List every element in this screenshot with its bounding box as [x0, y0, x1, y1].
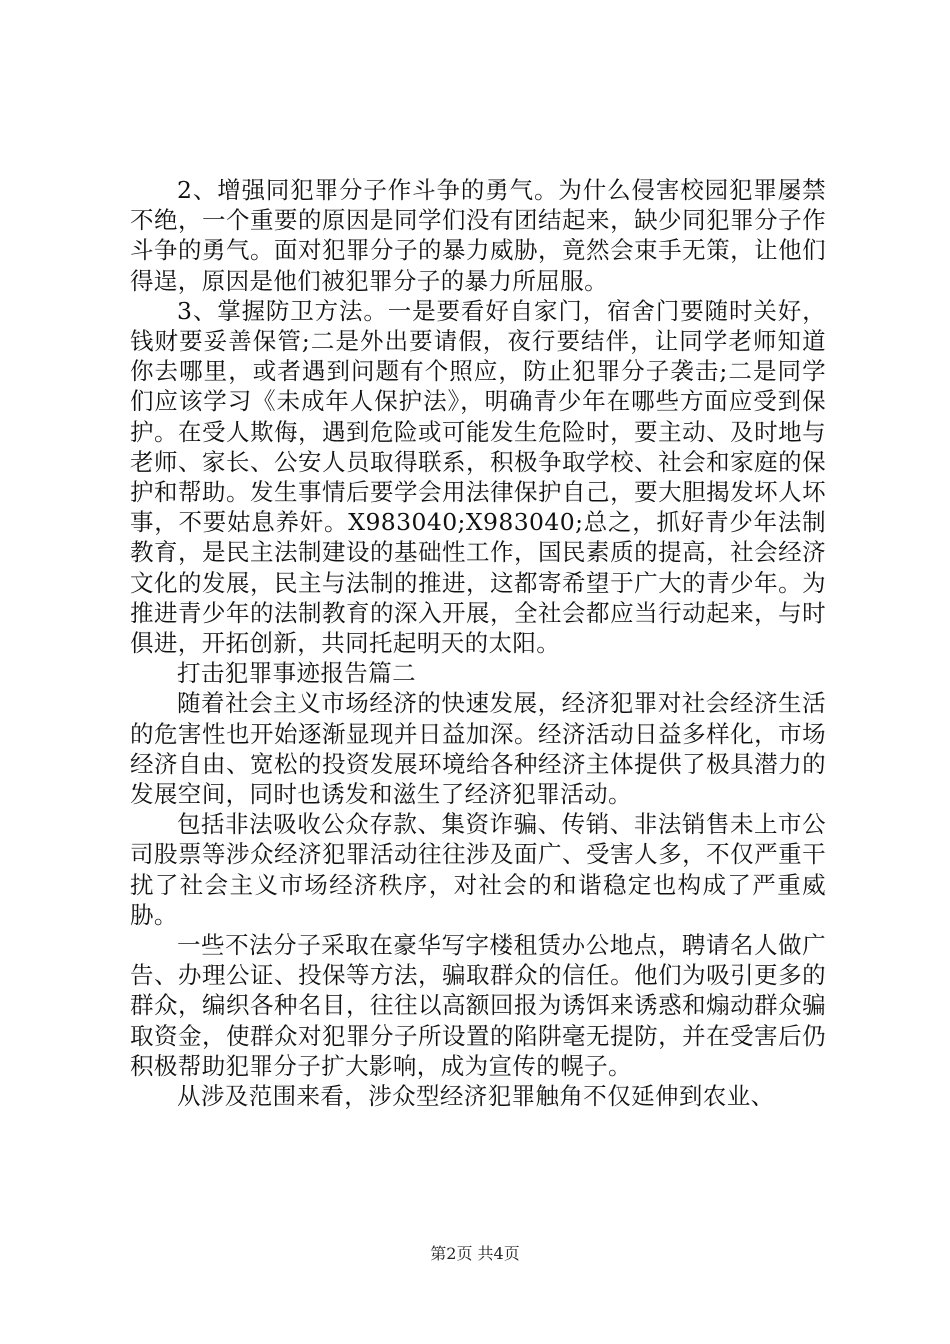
paragraph-defense-methods: 3、掌握防卫方法。一是要看好自家门，宿舍门要随时关好，钱财要妥善保管;二是外出要请假，夜行要结伴，让同学老师知道你去哪里，或者遇到问题有个照应，防止犯罪分子袭击;二是同学们应该学习《未成年人保护法》，明确青少年在哪些方面应受到保护。在受人欺侮，遇到危险或可能发生危险时，要主动、及时地与老师、家长、公安人员取得联系，积极争取学校、社会和家庭的保护和帮助。发生事情后要学会用法律保护自己，要大胆揭发坏人坏事，不要姑息养奸。X983040;X983040;总之，抓好青少年法制教育，是民主法制建设的基础性工作，国民素质的提高，社会经济文化的发展，民主与法制的推进，这都寄希望于广大的青少年。为推进青少年的法制教育的深入开展，全社会都应当行动起来，与时俱进，开拓创新，共同托起明天的太阳。: [130, 296, 826, 658]
paragraph-courage: 2、增强同犯罪分子作斗争的勇气。为什么侵害校园犯罪屡禁不绝，一个重要的原因是同学们没有团结起来，缺少同犯罪分子作斗争的勇气。面对犯罪分子的暴力威胁，竟然会束手无策，让他们得逞，原因是他们被犯罪分子的暴力所屈服。: [130, 176, 826, 295]
page-number-footer: 第2页 共4页: [430, 1244, 520, 1263]
paragraph-illegal-fundraising: 包括非法吸收公众存款、集资诈骗、传销、非法销售未上市公司股票等涉众经济犯罪活动往往涉及面广、受害人多，不仅严重干扰了社会主义市场经济秩序，对社会的和谐稳定也构成了严重威胁。: [130, 810, 826, 929]
paragraph-economic-development: 随着社会主义市场经济的快速发展，经济犯罪对社会经济生活的危害性也开始逐渐显现并日益加深。经济活动日益多样化，市场经济自由、宽松的投资发展环境给各种经济主体提供了极具潜力的发展空间，同时也诱发和滋生了经济犯罪活动。: [130, 689, 826, 809]
document-body: [130, 175, 826, 1111]
section-heading: 打击犯罪事迹报告篇二: [177, 659, 416, 688]
paragraph-scope: 从涉及范围来看，涉众型经济犯罪触角不仅延伸到农业、: [177, 1082, 775, 1111]
paragraph-fraud-methods: 一些不法分子采取在豪华写字楼租赁办公地点，聘请名人做广告、办理公证、投保等方法，骗取群众的信任。他们为吸引更多的群众，编织各种名目，往往以高额回报为诱饵来诱惑和煽动群众骗取资金，使群众对犯罪分子所设置的陷阱毫无提防，并在受害后仍积极帮助犯罪分子扩大影响，成为宣传的幌子。: [130, 931, 826, 1080]
